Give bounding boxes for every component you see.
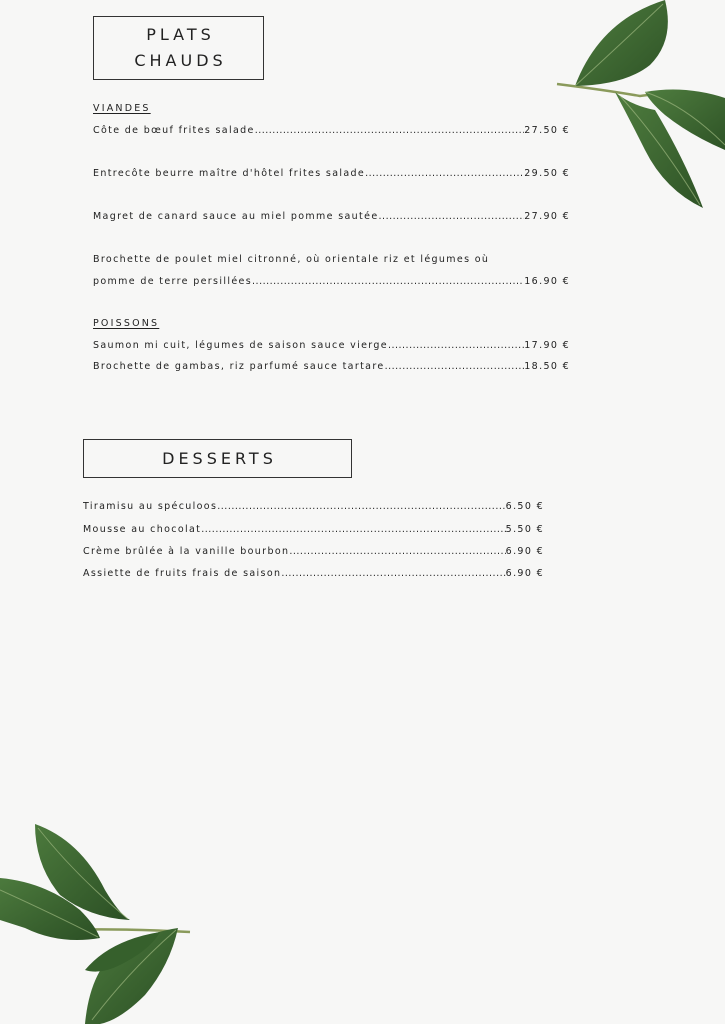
menu-item-price: 16.90 € <box>524 276 570 287</box>
leaf-branch-top-right-icon <box>545 0 725 215</box>
menu-item-price: 18.50 € <box>524 361 570 372</box>
leaf-branch-bottom-left-icon <box>0 820 195 1024</box>
dessert-item-name: Crème brûlée à la vanille bourbon <box>83 546 290 557</box>
menu-item <box>93 249 570 293</box>
menu-item-name: Brochette de gambas, riz parfumé sauce tartare <box>93 361 385 372</box>
menu-item-name: Entrecôte beurre maître d'hôtel frites salade <box>93 168 366 179</box>
dot-leader <box>365 163 524 185</box>
dessert-item-price: 5.50 € <box>505 524 544 535</box>
dessert-item-name: Tiramisu au spéculoos <box>83 501 218 512</box>
dessert-item-name: Mousse au chocolat <box>83 524 202 535</box>
dot-leader <box>255 120 525 142</box>
dessert-item-price: 6.50 € <box>505 501 544 512</box>
desserts-title-text: DESSERTS <box>162 448 277 468</box>
dot-leader <box>281 563 505 585</box>
plats-title-line2: CHAUDS <box>134 51 227 70</box>
menu-item <box>93 206 570 228</box>
menu-item-name: Côte de bœuf frites salade <box>93 125 255 136</box>
menu-item-price: 17.90 € <box>524 340 570 351</box>
menu-item-name: pomme de terre persillées <box>93 276 253 287</box>
dessert-item <box>83 563 544 585</box>
dot-leader <box>379 206 525 228</box>
menu-item <box>93 335 570 357</box>
menu-item-name: Magret de canard sauce au miel pomme sautée <box>93 211 379 222</box>
menu-item-price: 27.50 € <box>524 125 570 136</box>
dessert-item-name: Assiette de fruits frais de saison <box>83 568 282 579</box>
poissons-heading: POISSONS <box>93 318 160 329</box>
plats-chauds-title <box>93 16 264 80</box>
dot-leader <box>217 496 505 518</box>
dessert-item-price: 6.90 € <box>505 546 544 557</box>
dot-leader <box>201 519 505 541</box>
dessert-item-price: 6.90 € <box>505 568 544 579</box>
menu-item <box>93 356 570 378</box>
dot-leader <box>289 541 505 563</box>
dessert-item <box>83 541 544 563</box>
desserts-title <box>83 439 352 478</box>
menu-item <box>93 163 570 185</box>
viandes-heading: VIANDES <box>93 103 151 114</box>
dessert-item <box>83 496 544 518</box>
menu-item <box>93 120 570 142</box>
dot-leader <box>252 271 524 293</box>
menu-item-name: Saumon mi cuit, légumes de saison sauce vierge <box>93 340 388 351</box>
dot-leader <box>385 356 525 378</box>
menu-item-name-line1: Brochette de poulet miel citronné, où orientale riz et légumes où <box>93 254 490 265</box>
dot-leader <box>388 335 524 357</box>
menu-item-price: 29.50 € <box>524 168 570 179</box>
dessert-item <box>83 519 544 541</box>
plats-title-line1: PLATS <box>146 25 215 44</box>
menu-item-price: 27.90 € <box>524 211 570 222</box>
